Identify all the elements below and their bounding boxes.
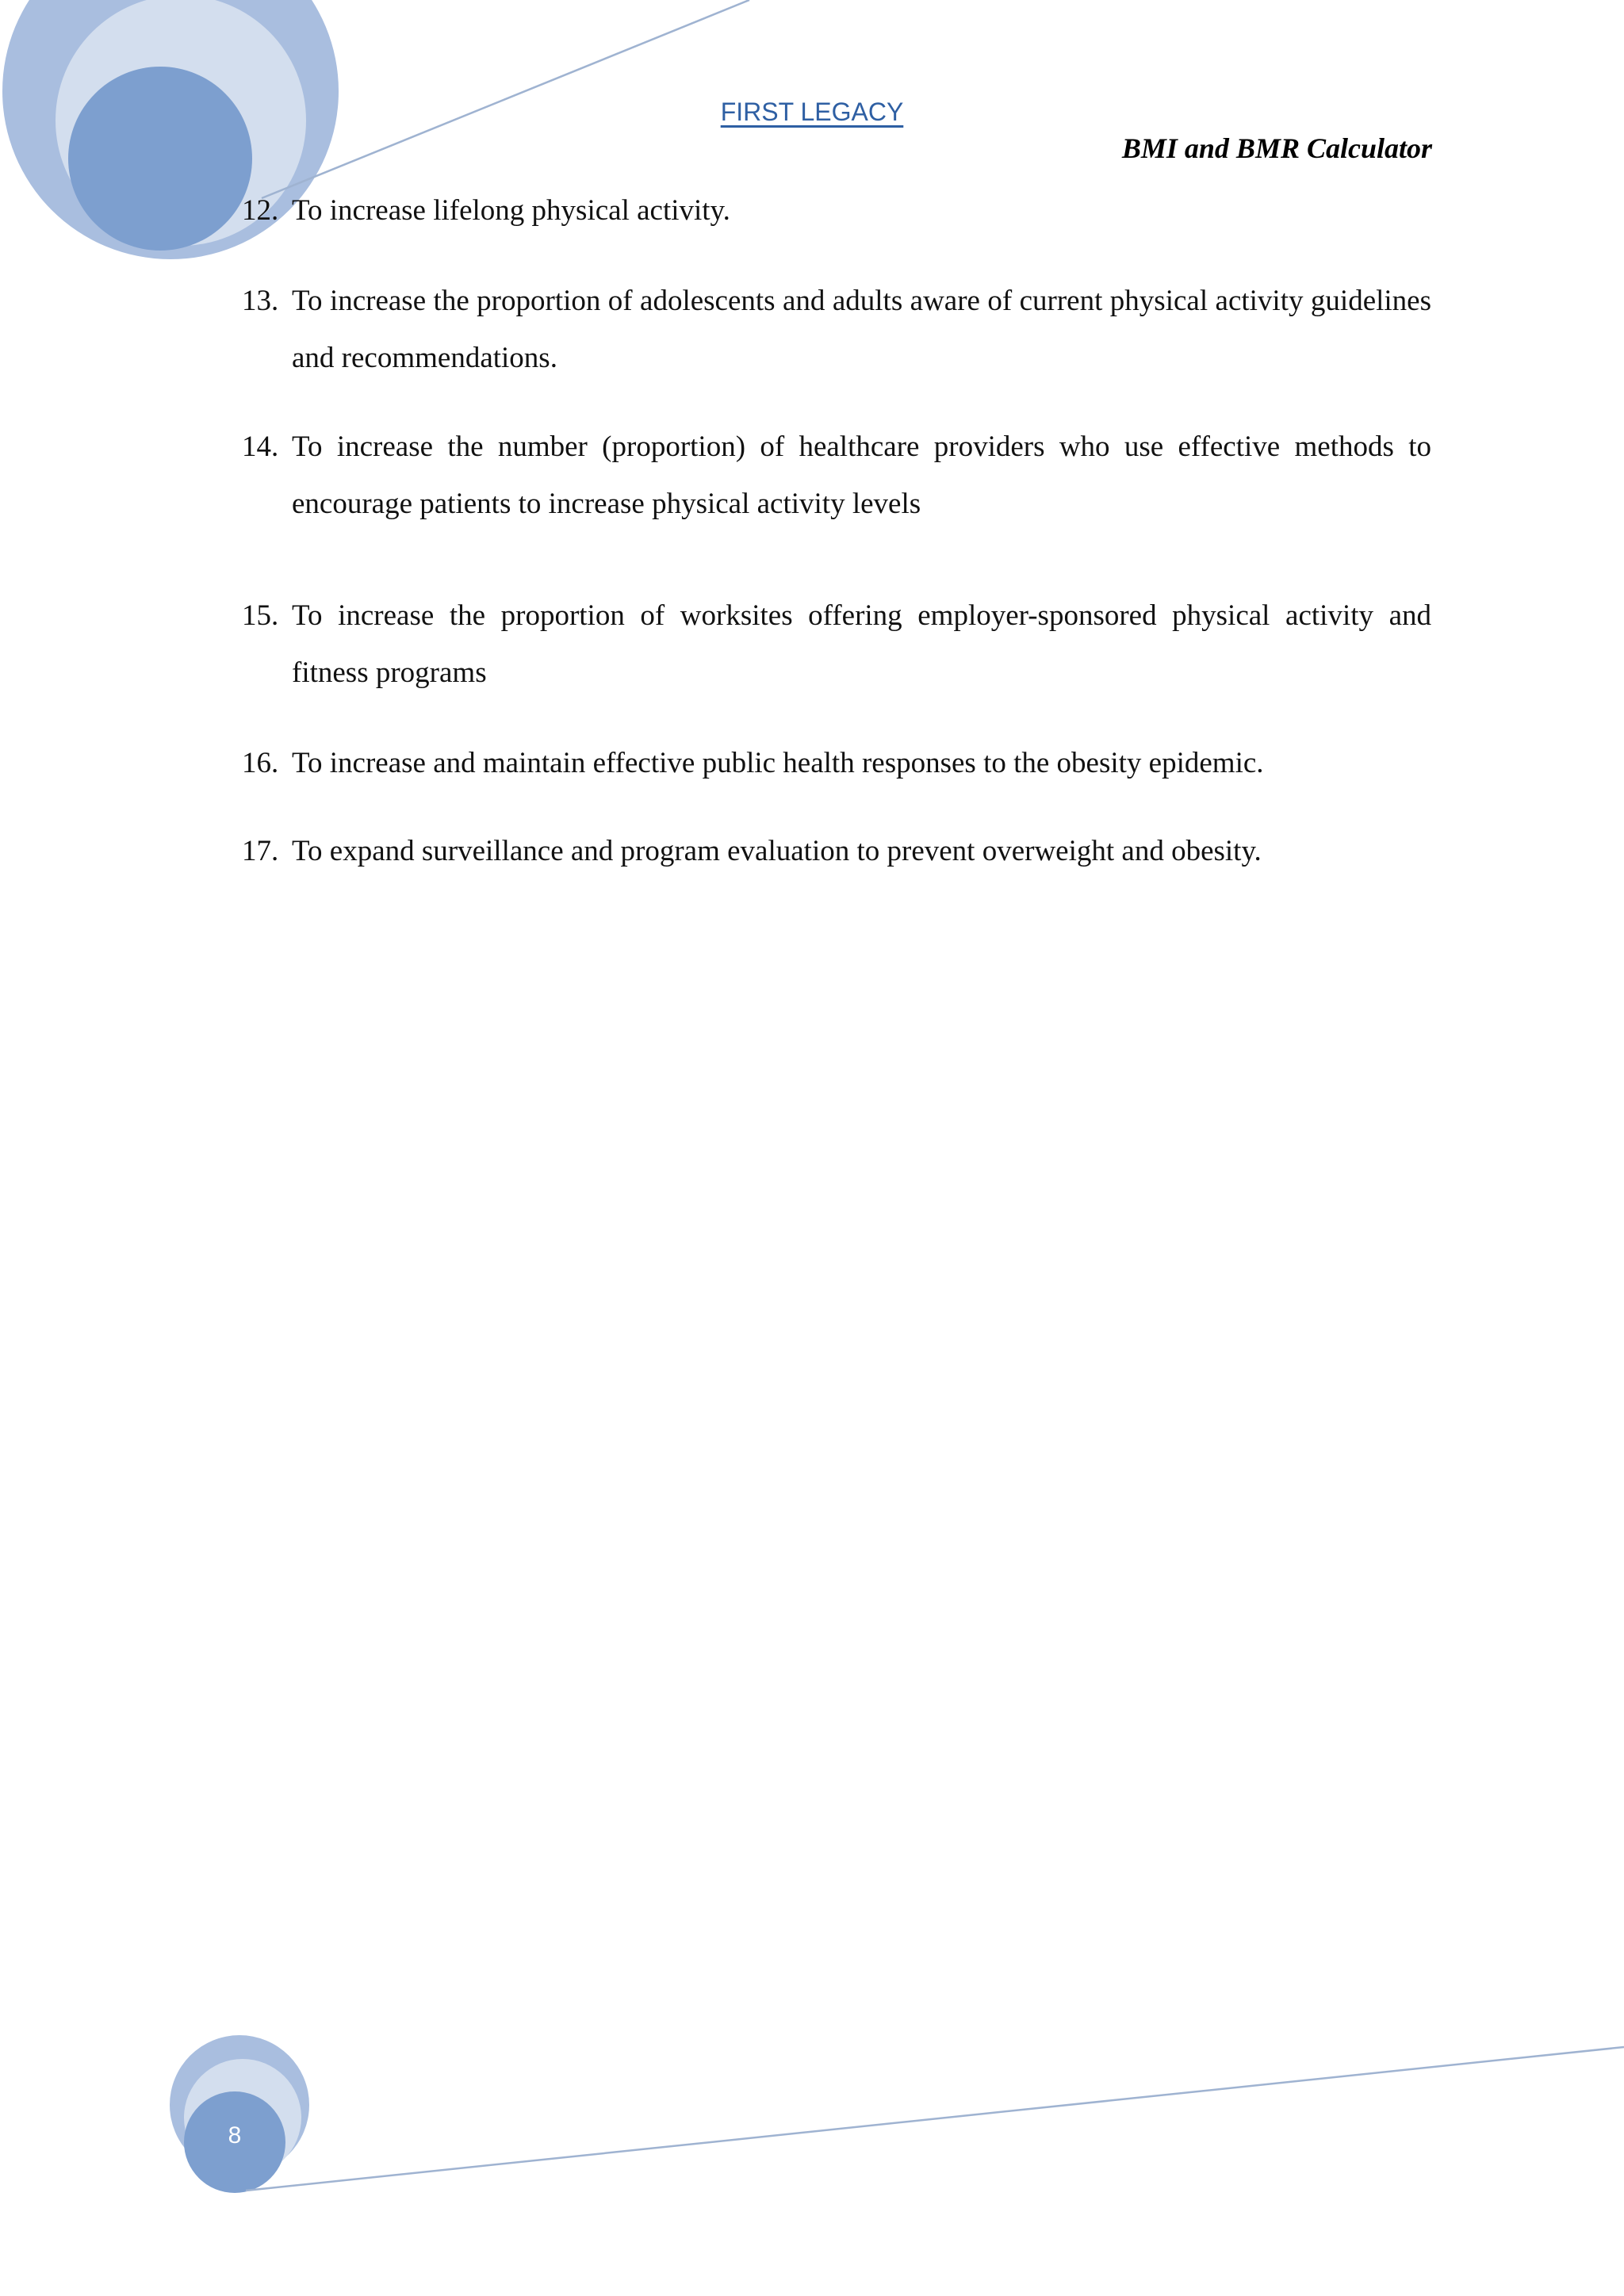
document-header-subtitle: BMI and BMR Calculator (1121, 132, 1432, 164)
list-item-text: To increase the proportion of adolescents and adults aware of current physical activity guidelines and recommendations. (292, 285, 1431, 374)
list-item (242, 587, 1431, 702)
list-item-number: 12. (242, 194, 279, 227)
list-item-text: To increase the proportion of worksites offering employer-sponsored physical activity and fitness programs (292, 599, 1431, 689)
list-item (242, 273, 1431, 387)
footer-circle-ornament (170, 2035, 309, 2193)
list-item-number: 16. (242, 747, 279, 779)
list-item-number: 17. (242, 835, 279, 867)
list-item-text: To expand surveillance and program evaluation to prevent overweight and obesity. (292, 835, 1262, 867)
list-item-text: To increase the number (proportion) of healthcare providers who use effective methods to encourage patients to increase physical activity levels (292, 430, 1431, 520)
list-item (242, 823, 1431, 880)
list-item-text: To increase lifelong physical activity. (292, 194, 730, 227)
page-number: 8 (228, 2122, 242, 2149)
footer-rule-line (246, 2047, 1624, 2191)
list-item-number: 14. (242, 430, 279, 463)
list-item (242, 419, 1431, 533)
list-item-number: 13. (242, 285, 279, 317)
list-item-text: To increase and maintain effective public health responses to the obesity epidemic. (292, 747, 1264, 779)
document-header-title: FIRST LEGACY (720, 98, 904, 126)
list-item (242, 182, 1431, 239)
list-item (242, 735, 1431, 792)
list-item-number: 15. (242, 599, 279, 632)
